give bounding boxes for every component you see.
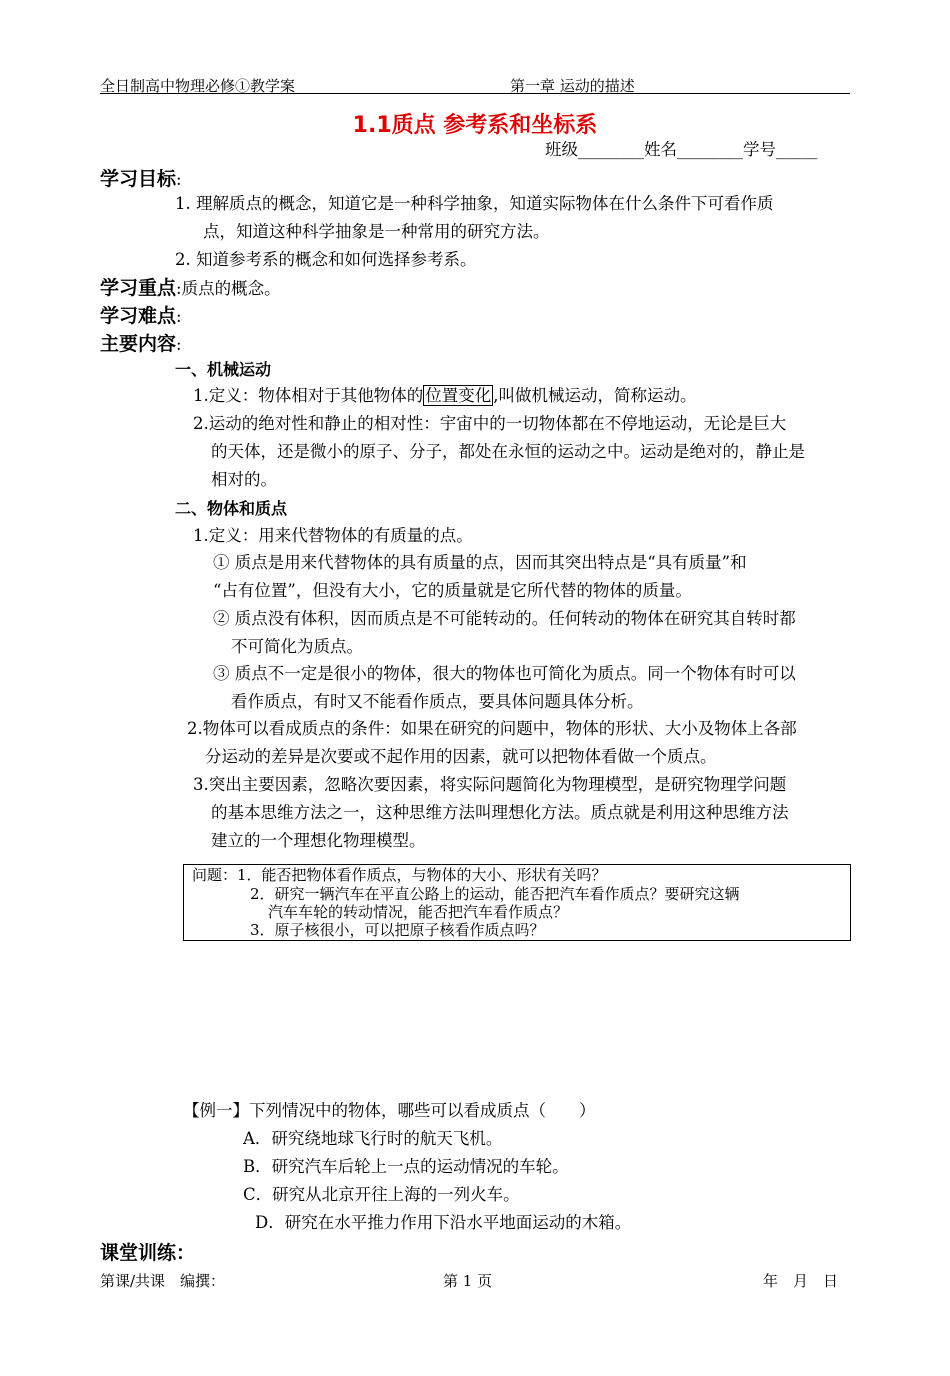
question-line-3: 汽车车轮的转动情况，能否把汽车看作质点？: [268, 903, 569, 921]
boxed-term: 位置变化: [425, 386, 492, 405]
objective-item-2: 2. 知道参考系的概念和如何选择参考系。: [175, 250, 477, 269]
header-divider: [100, 93, 850, 94]
example-option-d: D．研究在水平推力作用下沿水平地面运动的木箱。: [255, 1213, 632, 1232]
section1-p2-line3: 相对的。: [211, 470, 277, 489]
section2-p3-line2: 的基本思维方法之一，这种思维方法叫理想化方法。质点就是利用这种思维方法: [211, 803, 789, 822]
example-option-b: B．研究汽车后轮上一点的运动情况的车轮。: [243, 1157, 569, 1176]
section2-p2-line2: 分运动的差异是次要或不起作用的因素，就可以把物体看做一个质点。: [205, 747, 717, 766]
example-option-a: A．研究绕地球飞行时的航天飞机。: [243, 1129, 503, 1148]
section2-definition: 1.定义：用来代替物体的有质量的点。: [193, 526, 473, 545]
objectives-heading: 学习目标:: [100, 168, 182, 190]
question-line-2: 2．研究一辆汽车在平直公路上的运动，能否把汽车看作质点？要研究这辆: [250, 885, 740, 903]
section2-p2-line1: 2.物体可以看成质点的条件：如果在研究的问题中，物体的形状、大小及物体上各部: [187, 719, 797, 738]
objective-item-1-cont: 点，知道这种科学抽象是一种常用的研究方法。: [203, 222, 550, 241]
section2-c1-line1: ① 质点是用来代替物体的具有质量的点，因而其突出特点是“具有质量”和: [213, 553, 747, 572]
question-line-4: 3．原子核很小，可以把原子核看作质点吗？: [250, 921, 545, 939]
section2-p3-line1: 3.突出主要因素，忽略次要因素，将实际问题简化为物理模型，是研究物理学问题: [193, 775, 787, 794]
objective-item-1: 1. 理解质点的概念，知道它是一种科学抽象，知道实际物体在什么条件下可看作质: [175, 194, 774, 213]
training-heading: 课堂训练：: [100, 1242, 196, 1264]
footer-date: 年 月 日: [763, 1272, 839, 1290]
footer-page-number: 第 1 页: [443, 1272, 493, 1290]
footer-left: 第课/共课 编撰：: [100, 1272, 226, 1290]
question-line-1: 问题：1．能否把物体看作质点，与物体的大小、形状有关吗？: [192, 866, 607, 884]
section2-p3-line3: 建立的一个理想化物理模型。: [211, 831, 426, 850]
key-point: 学习重点:质点的概念。: [100, 277, 281, 299]
section2-heading: 二、物体和质点: [175, 499, 288, 518]
section2-c2-line1: ② 质点没有体积，因而质点是不可能转动的。任何转动的物体在研究其自转时都: [213, 609, 796, 628]
header-left: 全日制高中物理必修①教学案: [100, 77, 296, 95]
main-content-heading: 主要内容:: [100, 333, 182, 355]
section1-p2-line1: 2.运动的绝对性和静止的相对性：宇宙中的一切物体都在不停地运动，无论是巨大: [193, 414, 787, 433]
section2-c3-line1: ③ 质点不一定是很小的物体，很大的物体也可简化为质点。同一个物体有时可以: [213, 664, 796, 683]
section1-heading: 一、机械运动: [175, 360, 272, 379]
section1-definition: 1.定义：物体相对于其他物体的 位置变化 ,叫做机械运动，简称运动。: [193, 386, 697, 405]
section2-c2-line2: 不可简化为质点。: [231, 637, 363, 656]
page-title: 1.1质点 参考系和坐标系: [352, 113, 598, 138]
section2-c1-line2: “占有位置”，但没有大小，它的质量就是它所代替的物体的质量。: [213, 581, 692, 600]
section1-p2-line2: 的天体，还是微小的原子、分子，都处在永恒的运动之中。运动是绝对的，静止是: [211, 442, 805, 461]
student-info-line: 班级________姓名________学号_____: [545, 140, 818, 159]
example-option-c: C．研究从北京开往上海的一列火车。: [243, 1185, 520, 1204]
example-stem: 【例一】下列情况中的物体，哪些可以看成质点（ ）: [183, 1101, 596, 1120]
section2-c3-line2: 看作质点，有时又不能看作质点，要具体问题具体分析。: [231, 692, 644, 711]
header-right: 第一章 运动的描述: [510, 77, 635, 95]
difficulty: 学习难点:: [100, 305, 182, 327]
